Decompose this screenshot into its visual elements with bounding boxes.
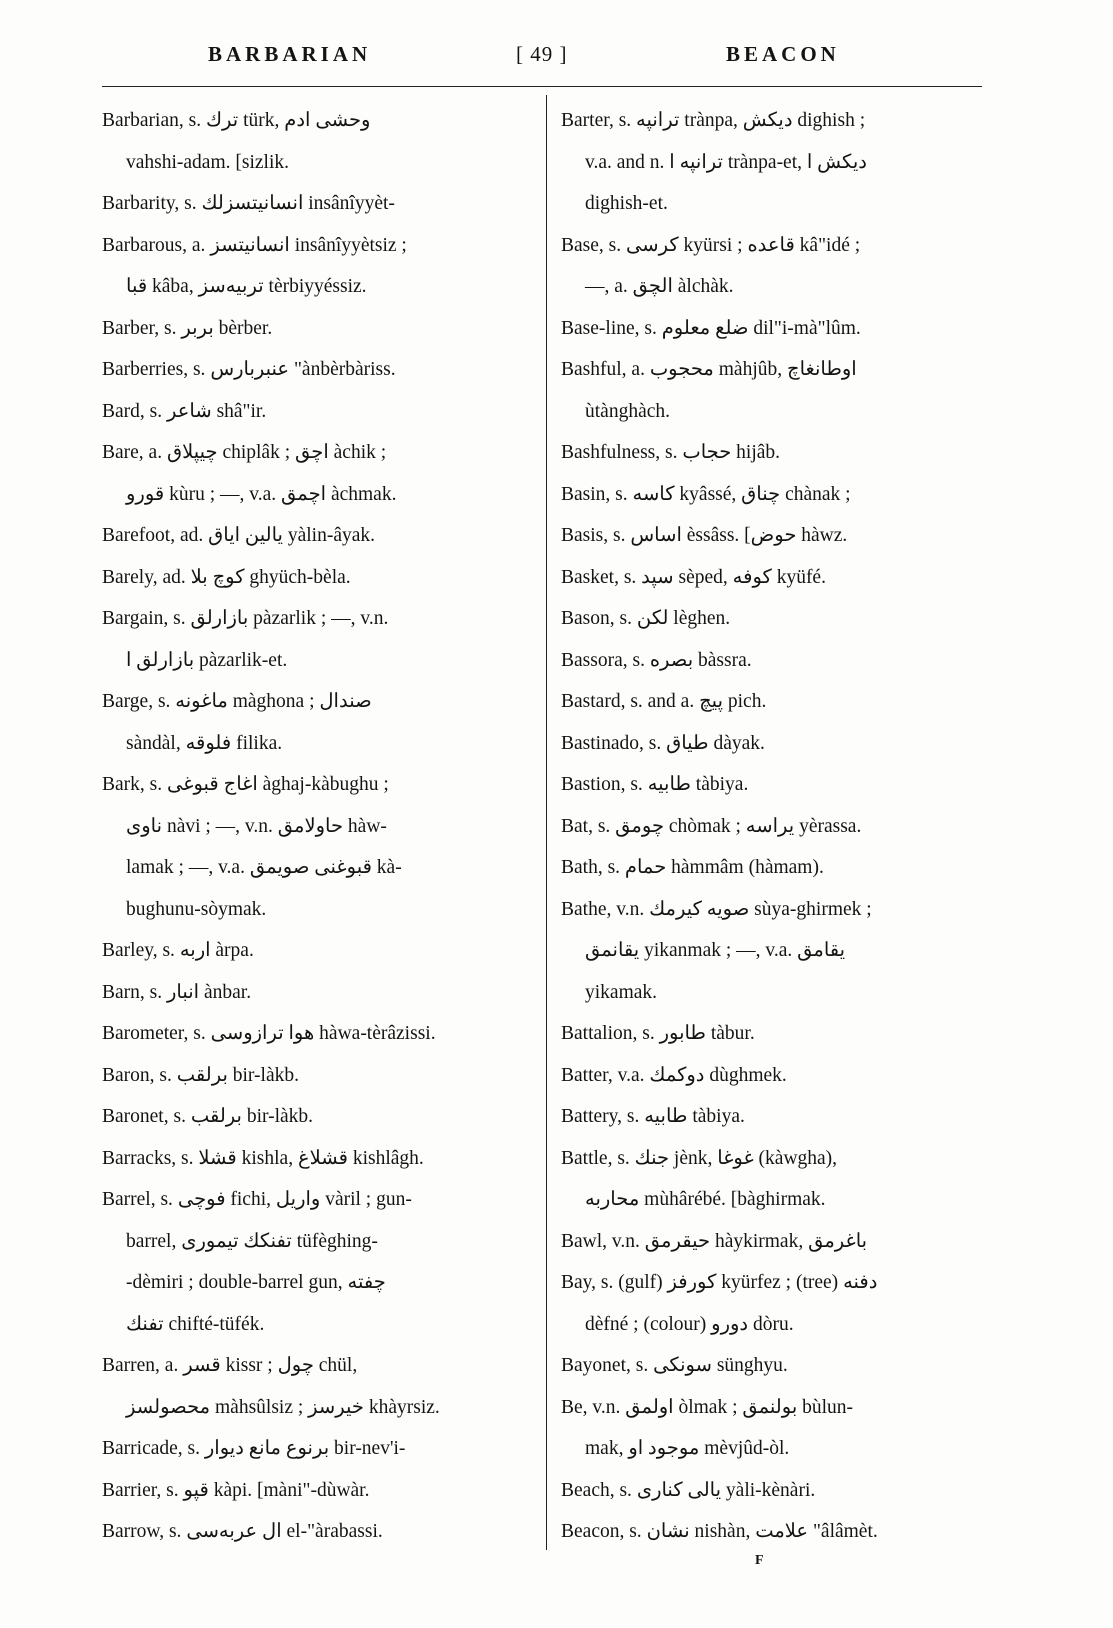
column-divider: [546, 95, 547, 1550]
entry-line: Barricade, s. برنوع مانع ديوار bir-nev'i-: [102, 1438, 406, 1459]
page-number: [ 49 ]: [516, 42, 568, 66]
entry-line: Barrier, s. قپو kàpi. [màni"-dùwàr.: [102, 1479, 370, 1501]
entry-line: Basis, s. اساس èssâss. [حوض hàwz.: [561, 525, 848, 546]
entry-line: mak, موجود او mèvjûd-òl.: [585, 1438, 790, 1459]
entry-line: ناوى nàvi ; —, v.n. حاولامق hàw-: [126, 815, 387, 837]
entry-line: Barely, ad. كوچ بلا ghyüch-bèla.: [102, 566, 351, 588]
entry-line: Bat, s. چومق chòmak ; يراسه yèrassa.: [561, 815, 862, 837]
entry-line: Bassora, s. بصره bàssra.: [561, 649, 752, 671]
signature-mark: F: [755, 1553, 764, 1568]
entry-line: Basin, s. كاسه kyâssé, چناق chànak ;: [561, 483, 851, 505]
entry-line: تفنك chifté-tüfék.: [126, 1313, 265, 1335]
entry-line: Bashfulness, s. حجاب hijâb.: [561, 442, 781, 463]
entry-line: يقانمق yikanmak ; —, v.a. يقامق: [585, 940, 846, 961]
entry-line: -dèmiri ; double-barrel gun, چفته: [126, 1272, 386, 1293]
entry-line: Barrel, s. فوچى fichi, واريل vàril ; gun-: [102, 1189, 412, 1210]
entry-line: Baronet, s. برلقب bir-làkb.: [102, 1106, 314, 1127]
entry-line: Barley, s. اربه àrpa.: [102, 940, 254, 961]
entry-line: Bathe, v.n. صويه كيرمك sùya-ghirmek ;: [561, 898, 872, 920]
entry-line: Bare, a. چيپلاق chiplâk ; اچق àchik ;: [102, 442, 387, 463]
entry-line: Bawl, v.n. حيقرمق hàykirmak, باغرمق: [561, 1230, 868, 1252]
entry-line: Bastinado, s. طياق dàyak.: [561, 732, 765, 754]
entry-line: Battle, s. جنك jènk, غوغا (kàwgha),: [561, 1147, 838, 1169]
entry-line: Barber, s. بربر bèrber.: [102, 317, 273, 339]
entry-line: Barometer, s. هوا ترازوسى hàwa-tèrâzissi.: [102, 1023, 436, 1044]
entry-line: Barberries, s. عنبربارس "ànbèrbàriss.: [102, 359, 396, 380]
entry-line: Barrow, s. ال عربه‌سى el-"àrabassi.: [102, 1521, 383, 1542]
entry-line: Be, v.n. اولمق òlmak ; بولنمق bùlun-: [561, 1396, 854, 1418]
header-rule: [102, 86, 982, 87]
entry-line: محصولسز màhsûlsiz ; خيرسز khàyrsiz.: [126, 1396, 440, 1418]
entry-line: Barefoot, ad. يالين اياق yàlin-âyak.: [102, 525, 376, 546]
entry-line: Bard, s. شاعر shâ"ir.: [102, 400, 267, 422]
entry-line: Bastion, s. طابيه tàbiya.: [561, 774, 749, 795]
entry-line: Beach, s. يالى كنارى yàli-kènàri.: [561, 1479, 816, 1501]
entry-line: Beacon, s. نشان nishàn, علامت "âlâmèt.: [561, 1521, 878, 1542]
page-header: [100, 42, 980, 76]
entry-line: dighish-et.: [585, 193, 668, 214]
entry-line: بازارلق ا pàzarlik-et.: [126, 649, 288, 671]
entry-line: Barbarian, s. ترك türk, وحشى ادم: [102, 110, 371, 131]
right-column: [561, 100, 986, 1553]
entry-line: Barbarous, a. انسانيتسز insânîyyètsiz ;: [102, 234, 407, 256]
entry-line: Barracks, s. قشلا kishla, قشلاغ kishlâgh.: [102, 1147, 424, 1169]
entry-line: Barren, a. قسر kissr ; چول chül,: [102, 1355, 358, 1376]
entry-line: Bath, s. حمام hàmmâm (hàmam).: [561, 857, 824, 878]
entry-line: محاربه mùhârébé. [bàghirmak.: [585, 1189, 826, 1210]
entry-line: Baron, s. برلقب bir-làkb.: [102, 1064, 299, 1086]
entry-line: Bay, s. (gulf) كورفز kyürfez ; (tree) دفنه: [561, 1272, 878, 1293]
entry-line: yikamak.: [585, 981, 658, 1003]
entry-line: Barge, s. ماغونه màghona ; صندال: [102, 691, 372, 712]
entry-line: Barbarity, s. انسانيتسزلك insânîyyèt-: [102, 193, 395, 214]
entry-line: Bargain, s. بازارلق pàzarlik ; —, v.n.: [102, 608, 389, 629]
entry-line: Barn, s. انبار ànbar.: [102, 981, 252, 1003]
entry-line: قبا kâba, تربيه‌سز tèrbiyyéssiz.: [126, 276, 367, 297]
entry-line: v.a. and n. ترانپه ا trànpa-et, ديكش ا: [585, 151, 867, 173]
entry-line: —, a. الچق àlchàk.: [585, 276, 734, 297]
entry-line: vahshi-adam. [sizlik.: [126, 151, 289, 173]
entry-line: Bark, s. اغاج قبوغى àghaj-kàbughu ;: [102, 774, 389, 795]
entry-line: bughunu-sòymak.: [126, 898, 267, 920]
entry-line: ùtànghàch.: [585, 400, 671, 422]
left-column: [102, 100, 530, 1553]
entry-line: Barter, s. ترانپه trànpa, ديكش dighish ;: [561, 110, 866, 131]
entry-line: sàndàl, فلوقه filika.: [126, 732, 283, 754]
entry-line: Bashful, a. محجوب màhjûb, اوطانغاچ: [561, 359, 857, 380]
header-last-word: BEACON: [726, 42, 840, 66]
header-first-word: BARBARIAN: [208, 42, 372, 66]
entry-line: قورو kùru ; —, v.a. اچمق àchmak.: [126, 483, 397, 505]
entry-line: Base, s. كرسى kyürsi ; قاعده kâ"idé ;: [561, 234, 861, 256]
entry-line: lamak ; —, v.a. قبوغنى صويمق kà-: [126, 857, 402, 878]
entry-line: Bayonet, s. سونكى sünghyu.: [561, 1355, 788, 1376]
entry-line: Batter, v.a. دوكمك dùghmek.: [561, 1064, 787, 1086]
entry-line: Battalion, s. طابور tàbur.: [561, 1023, 755, 1044]
entry-line: Bastard, s. and a. پيچ pich.: [561, 691, 767, 712]
entry-line: barrel, تفنكك تيمورى tüfèghing-: [126, 1230, 378, 1252]
entry-line: Bason, s. لكن lèghen.: [561, 608, 731, 629]
entry-line: dèfné ; (colour) دورو dòru.: [585, 1313, 794, 1335]
entry-line: Basket, s. سپد sèped, كوفه kyüfé.: [561, 566, 826, 588]
entry-line: Base-line, s. ضلع معلوم dil"i-mà"lûm.: [561, 317, 861, 339]
entry-line: Battery, s. طابيه tàbiya.: [561, 1106, 745, 1127]
